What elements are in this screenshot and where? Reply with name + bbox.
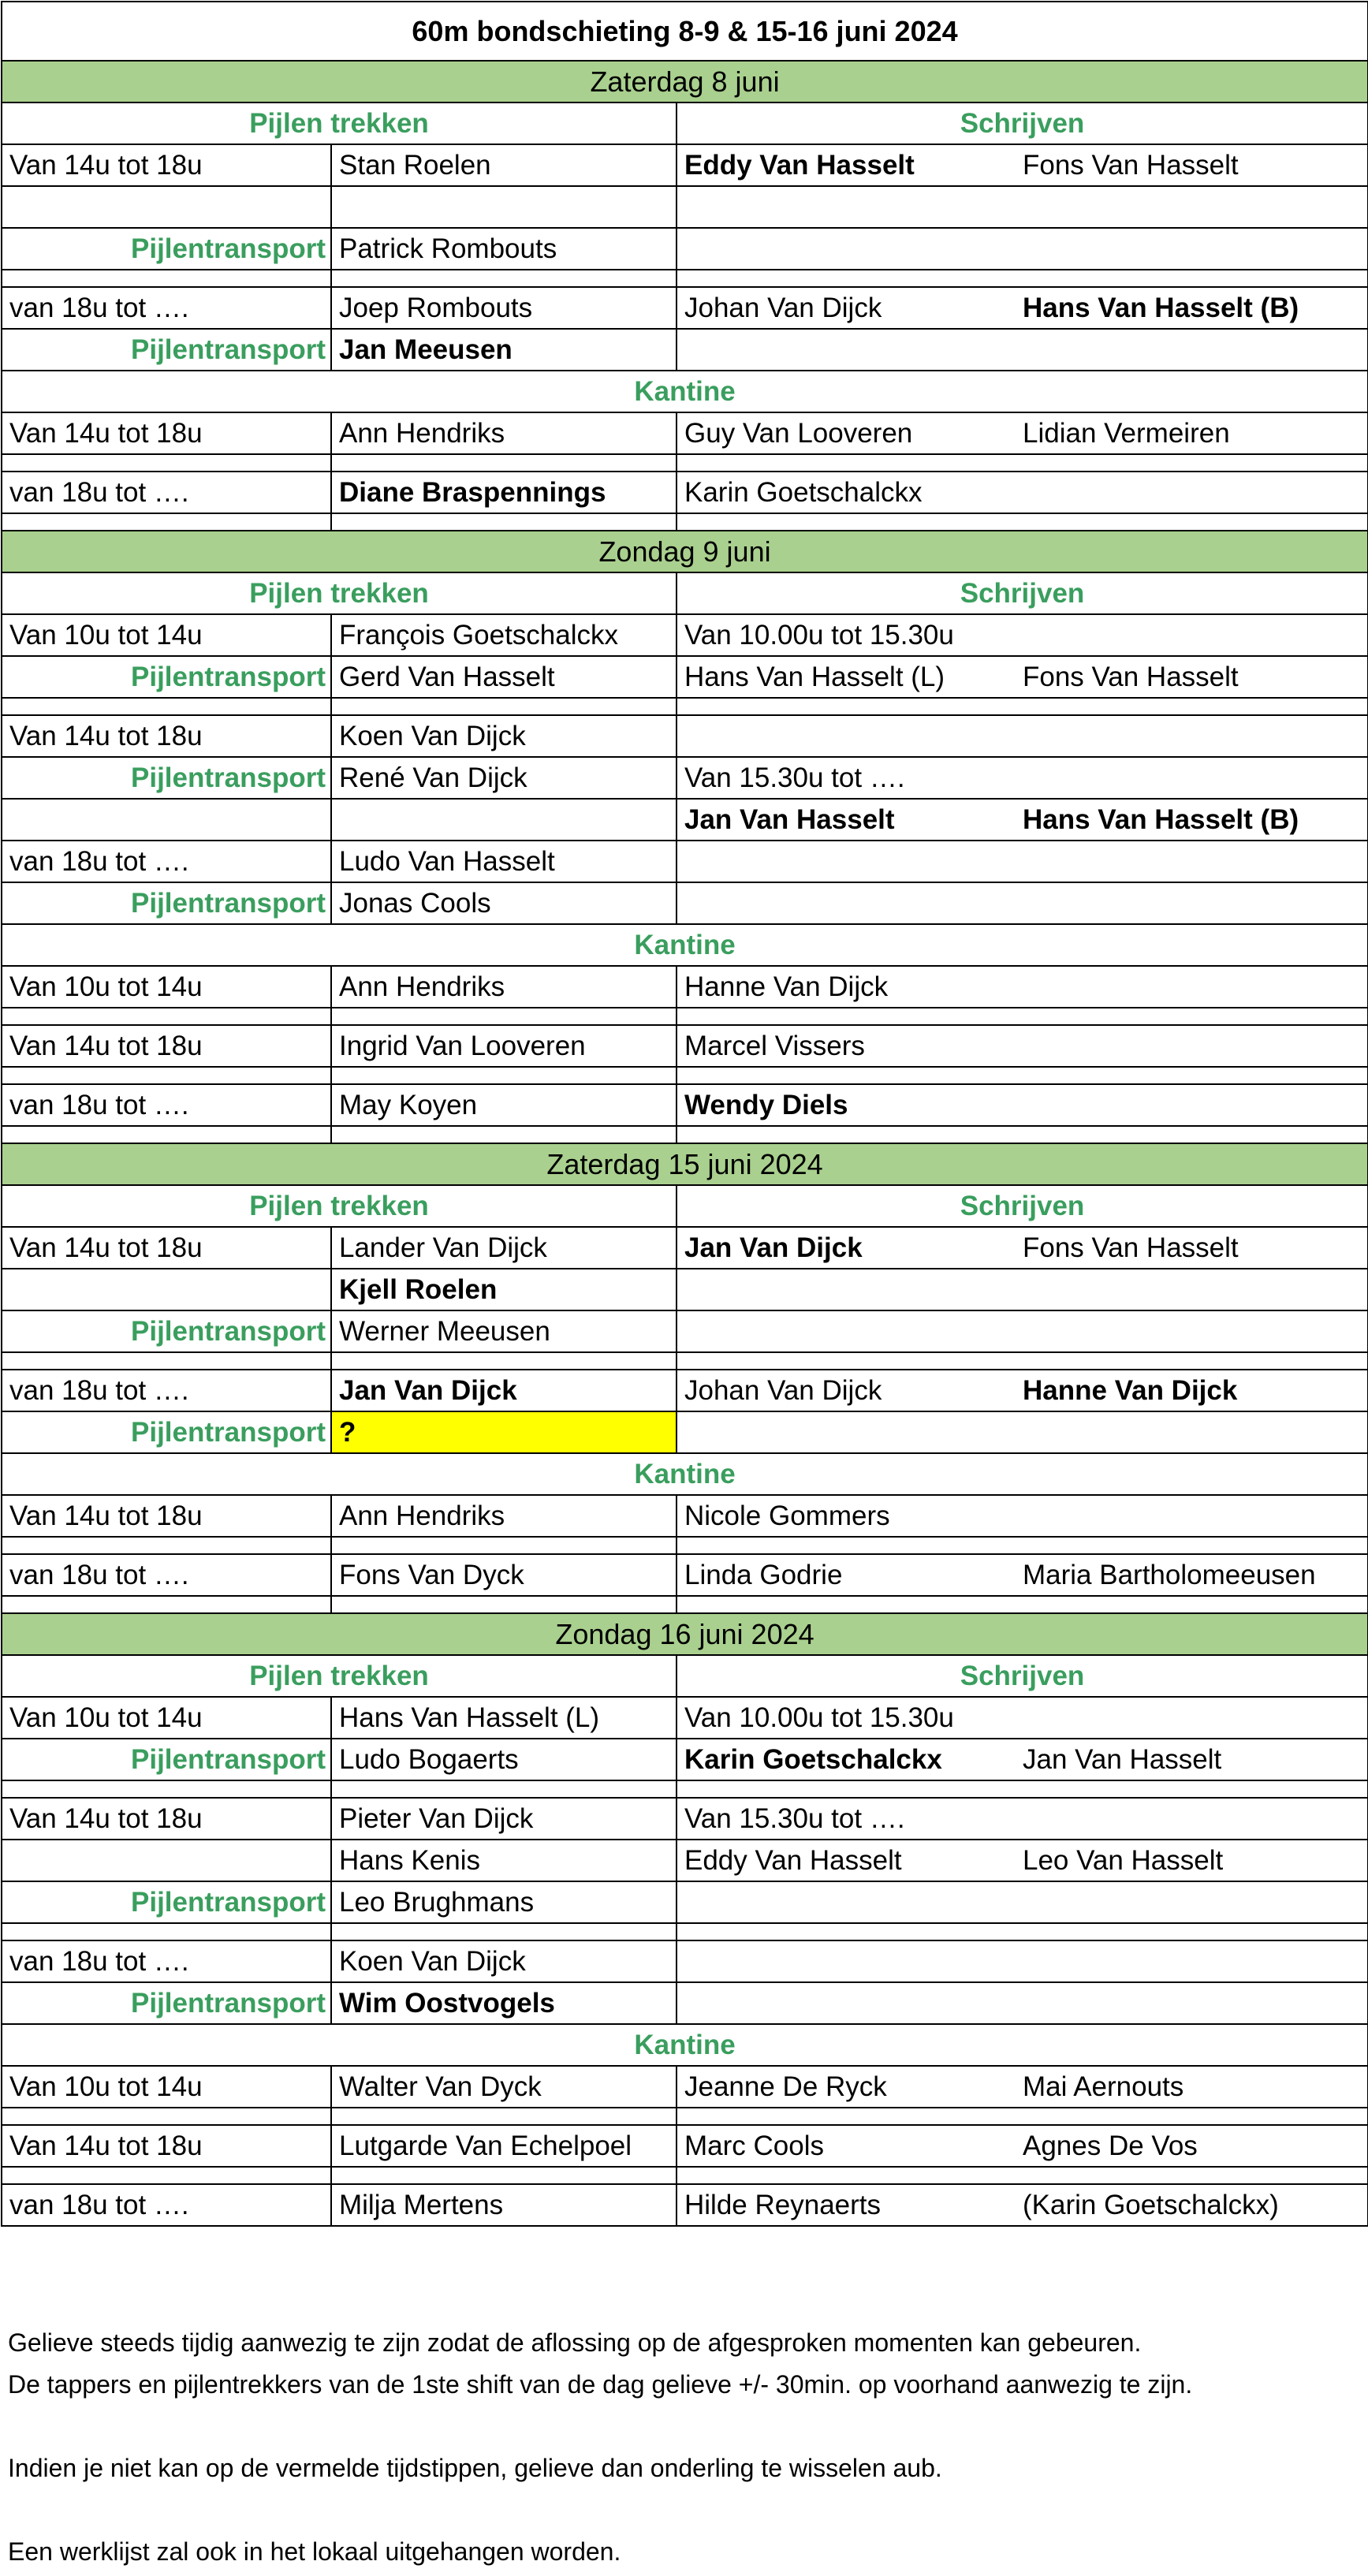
person-cell: [331, 1923, 677, 1940]
person-cell: [677, 698, 1015, 715]
section-schrijven: Schrijven: [677, 572, 1368, 614]
person-cell: [677, 715, 1015, 757]
person-cell: Johan Van Dijck: [677, 287, 1015, 329]
shift-row: [2, 1269, 1368, 1310]
person-cell: [1015, 1537, 1368, 1554]
transport-label: Pijlentransport: [2, 882, 331, 924]
person-cell: Jan Van Dijck: [677, 1227, 1015, 1269]
person-cell: Leo Van Hasselt: [1015, 1840, 1368, 1881]
person-cell: Guy Van Looveren: [677, 412, 1015, 454]
day-header-row: [2, 531, 1368, 572]
person-cell: Fons Van Hasselt: [1015, 656, 1368, 698]
person-cell: Fons Van Hasselt: [1015, 144, 1368, 186]
person-cell: [677, 1881, 1015, 1923]
person-cell: Eddy Van Hasselt: [677, 144, 1015, 186]
time-slot: Van 14u tot 18u: [2, 144, 331, 186]
person-cell: [331, 1537, 677, 1554]
shift-row: [2, 799, 1368, 841]
time-slot: [2, 1008, 331, 1025]
transport-label: Pijlentransport: [2, 228, 331, 270]
person-cell: Lutgarde Van Echelpoel: [331, 2125, 677, 2167]
note-line: Gelieve steeds tijdig aanwezig te zijn zodat de aflossing op de afgesproken momenten kan gebeuren.: [8, 2328, 1142, 2357]
note-spacer: [8, 2489, 1360, 2531]
shift-row: [2, 656, 1368, 698]
shift-row: [2, 1352, 1368, 1370]
person-cell: Lander Van Dijck: [331, 1227, 677, 1269]
shift-row: [2, 1923, 1368, 1940]
person-cell: Jan Van Dijck: [331, 1370, 677, 1411]
person-cell: [1015, 1780, 1368, 1798]
time-slot: Van 14u tot 18u: [2, 1495, 331, 1537]
time-slot: Van 14u tot 18u: [2, 412, 331, 454]
person-cell: [677, 513, 1015, 531]
person-cell: [677, 186, 1015, 228]
person-cell: [331, 270, 677, 287]
time-slot: van 18u tot ….: [2, 1370, 331, 1411]
person-cell: Eddy Van Hasselt: [677, 1840, 1015, 1881]
person-cell: Ann Hendriks: [331, 412, 677, 454]
section-kantine: Kantine: [2, 2024, 1368, 2066]
person-cell: [331, 454, 677, 472]
time-slot: [2, 454, 331, 472]
day-header: Zaterdag 8 juni: [2, 61, 1368, 103]
time-slot: [2, 1923, 331, 1940]
person-cell: Jan Van Hasselt: [1015, 1739, 1368, 1780]
person-cell: Milja Mertens: [331, 2184, 677, 2226]
person-cell: [1015, 472, 1368, 513]
time-slot: [2, 1126, 331, 1143]
person-cell: [677, 1067, 1015, 1084]
person-cell: Jan Meeusen: [331, 329, 677, 371]
transport-label: Pijlentransport: [2, 1881, 331, 1923]
kantine-row: [2, 1596, 1368, 1613]
shift-row: [2, 1798, 1368, 1840]
person-cell: [1015, 228, 1368, 270]
person-cell: Maria Bartholomeeusen: [1015, 1554, 1368, 1596]
time-slot: van 18u tot ….: [2, 841, 331, 882]
person-cell: [331, 1067, 677, 1084]
person-cell: [1015, 1923, 1368, 1940]
section-pijlen-trekken: Pijlen trekken: [2, 572, 677, 614]
person-cell: Hans Van Hasselt (B): [1015, 799, 1368, 841]
person-cell: (Karin Goetschalckx): [1015, 2184, 1368, 2226]
time-slot: Van 10u tot 14u: [2, 966, 331, 1008]
time-slot: van 18u tot ….: [2, 472, 331, 513]
note-line: Een werklijst zal ook in het lokaal uitgehangen worden.: [8, 2537, 621, 2566]
shift-row: [2, 715, 1368, 757]
person-cell: Van 10.00u tot 15.30u: [677, 614, 1015, 656]
day-header-row: [2, 61, 1368, 103]
person-cell: [331, 1596, 677, 1613]
time-slot: [2, 2108, 331, 2125]
person-cell: [677, 1923, 1015, 1940]
person-cell: [1015, 329, 1368, 371]
transport-label: Pijlentransport: [2, 757, 331, 799]
kantine-row: [2, 1554, 1368, 1596]
kantine-header-row: [2, 1453, 1368, 1495]
title-row: [2, 2, 1368, 61]
person-cell: [1015, 614, 1368, 656]
person-cell: Hanne Van Dijck: [1015, 1370, 1368, 1411]
person-cell: [331, 513, 677, 531]
person-cell: Marc Cools: [677, 2125, 1015, 2167]
kantine-row: [2, 412, 1368, 454]
shift-row: [2, 1780, 1368, 1798]
person-cell: Koen Van Dijck: [331, 1940, 677, 1982]
person-cell: [331, 799, 677, 841]
time-slot: [2, 1269, 331, 1310]
person-cell: Ludo Bogaerts: [331, 1739, 677, 1780]
person-cell: [1015, 1084, 1368, 1126]
time-slot: [2, 698, 331, 715]
person-cell: Hans Van Hasselt (B): [1015, 287, 1368, 329]
time-slot: van 18u tot ….: [2, 1940, 331, 1982]
person-cell: [1015, 1411, 1368, 1453]
person-cell: Agnes De Vos: [1015, 2125, 1368, 2167]
person-cell: [677, 2167, 1015, 2184]
person-cell: [1015, 841, 1368, 882]
person-cell: [1015, 1881, 1368, 1923]
time-slot: [2, 799, 331, 841]
person-cell: [1015, 2108, 1368, 2125]
person-cell: Joep Rombouts: [331, 287, 677, 329]
shift-row: [2, 882, 1368, 924]
kantine-row: [2, 2167, 1368, 2184]
person-cell: Fons Van Hasselt: [1015, 1227, 1368, 1269]
time-slot: [2, 1596, 331, 1613]
person-cell: Diane Braspennings: [331, 472, 677, 513]
kantine-row: [2, 472, 1368, 513]
person-cell: Koen Van Dijck: [331, 715, 677, 757]
person-cell: Werner Meeusen: [331, 1310, 677, 1352]
person-cell: [1015, 1310, 1368, 1352]
shift-row: [2, 1840, 1368, 1881]
person-cell: Nicole Gommers: [677, 1495, 1015, 1537]
section-schrijven: Schrijven: [677, 1655, 1368, 1697]
kantine-row: [2, 454, 1368, 472]
person-cell: Hans Van Hasselt (L): [677, 656, 1015, 698]
time-slot: Van 14u tot 18u: [2, 1227, 331, 1269]
shift-row: [2, 186, 1368, 228]
person-cell: Wendy Diels: [677, 1084, 1015, 1126]
person-cell: Gerd Van Hasselt: [331, 656, 677, 698]
person-cell: Karin Goetschalckx: [677, 1739, 1015, 1780]
person-cell: Van 15.30u tot ….: [677, 757, 1015, 799]
shift-row: [2, 1370, 1368, 1411]
day-header: Zondag 16 juni 2024: [2, 1613, 1368, 1655]
person-cell: [331, 1008, 677, 1025]
person-cell: [677, 1310, 1015, 1352]
person-cell: [677, 882, 1015, 924]
kantine-row: [2, 2066, 1368, 2108]
kantine-row: [2, 513, 1368, 531]
person-cell: [1015, 1025, 1368, 1067]
person-cell: [677, 1269, 1015, 1310]
person-cell: [677, 1411, 1015, 1453]
schedule-body: [2, 2, 1368, 2226]
shift-row: [2, 270, 1368, 287]
person-cell: Wim Oostvogels: [331, 1982, 677, 2024]
time-slot: Van 14u tot 18u: [2, 2125, 331, 2167]
section-header-row: [2, 1185, 1368, 1227]
transport-label: Pijlentransport: [2, 1411, 331, 1453]
kantine-row: [2, 2125, 1368, 2167]
transport-label: Pijlentransport: [2, 1982, 331, 2024]
person-cell: [331, 2167, 677, 2184]
person-cell: [1015, 454, 1368, 472]
shift-row: [2, 614, 1368, 656]
person-cell: Hanne Van Dijck: [677, 966, 1015, 1008]
person-cell: Karin Goetschalckx: [677, 472, 1015, 513]
person-cell: Jeanne De Ryck: [677, 2066, 1015, 2108]
person-cell: Hans Kenis: [331, 1840, 677, 1881]
person-cell: [1015, 698, 1368, 715]
kantine-row: [2, 1025, 1368, 1067]
time-slot: [2, 270, 331, 287]
person-cell: [331, 1126, 677, 1143]
person-cell: Walter Van Dyck: [331, 2066, 677, 2108]
person-cell: [677, 454, 1015, 472]
person-cell: [331, 1352, 677, 1370]
person-cell: [677, 228, 1015, 270]
person-cell: [1015, 1596, 1368, 1613]
person-cell: Patrick Rombouts: [331, 228, 677, 270]
person-cell: [677, 1352, 1015, 1370]
person-cell: [1015, 715, 1368, 757]
kantine-row: [2, 1537, 1368, 1554]
kantine-header-row: [2, 2024, 1368, 2066]
open-slot-cell: ?: [331, 1411, 677, 1453]
shift-row: [2, 1411, 1368, 1453]
person-cell: Kjell Roelen: [331, 1269, 677, 1310]
person-cell: Ingrid Van Looveren: [331, 1025, 677, 1067]
person-cell: [677, 1982, 1015, 2024]
person-cell: Van 15.30u tot ….: [677, 1798, 1015, 1840]
transport-label: Pijlentransport: [2, 656, 331, 698]
shift-row: [2, 1697, 1368, 1739]
person-cell: René Van Dijck: [331, 757, 677, 799]
person-cell: [1015, 1982, 1368, 2024]
person-cell: [677, 2108, 1015, 2125]
shift-row: [2, 329, 1368, 371]
section-kantine: Kantine: [2, 924, 1368, 966]
person-cell: [677, 1596, 1015, 1613]
person-cell: [1015, 513, 1368, 531]
kantine-header-row: [2, 371, 1368, 412]
shift-row: [2, 1982, 1368, 2024]
person-cell: [331, 1780, 677, 1798]
kantine-row: [2, 1067, 1368, 1084]
person-cell: [1015, 966, 1368, 1008]
person-cell: [1015, 1269, 1368, 1310]
shift-row: [2, 228, 1368, 270]
person-cell: [677, 270, 1015, 287]
time-slot: Van 10u tot 14u: [2, 2066, 331, 2108]
person-cell: [1015, 1008, 1368, 1025]
shift-row: [2, 1739, 1368, 1780]
person-cell: May Koyen: [331, 1084, 677, 1126]
section-header-row: [2, 103, 1368, 144]
person-cell: [1015, 1067, 1368, 1084]
person-cell: [1015, 882, 1368, 924]
shift-row: [2, 1310, 1368, 1352]
time-slot: Van 10u tot 14u: [2, 1697, 331, 1739]
person-cell: Marcel Vissers: [677, 1025, 1015, 1067]
person-cell: Pieter Van Dijck: [331, 1798, 677, 1840]
shift-row: [2, 698, 1368, 715]
schedule-table: [1, 1, 1368, 2227]
time-slot: van 18u tot ….: [2, 2184, 331, 2226]
person-cell: Mai Aernouts: [1015, 2066, 1368, 2108]
time-slot: Van 14u tot 18u: [2, 1798, 331, 1840]
person-cell: [1015, 186, 1368, 228]
person-cell: [1015, 1697, 1368, 1739]
kantine-row: [2, 2108, 1368, 2125]
person-cell: [677, 1537, 1015, 1554]
person-cell: [1015, 2167, 1368, 2184]
shift-row: [2, 757, 1368, 799]
note-spacer: [8, 2406, 1360, 2447]
kantine-row: [2, 1084, 1368, 1126]
section-pijlen-trekken: Pijlen trekken: [2, 103, 677, 144]
person-cell: [1015, 1126, 1368, 1143]
person-cell: Ann Hendriks: [331, 1495, 677, 1537]
person-cell: [1015, 1940, 1368, 1982]
kantine-header-row: [2, 924, 1368, 966]
transport-label: Pijlentransport: [2, 329, 331, 371]
person-cell: Ludo Van Hasselt: [331, 841, 677, 882]
person-cell: Lidian Vermeiren: [1015, 412, 1368, 454]
kantine-row: [2, 2184, 1368, 2226]
shift-row: [2, 144, 1368, 186]
time-slot: van 18u tot ….: [2, 1084, 331, 1126]
shift-row: [2, 841, 1368, 882]
day-header-row: [2, 1143, 1368, 1185]
person-cell: Hans Van Hasselt (L): [331, 1697, 677, 1739]
person-cell: [677, 1126, 1015, 1143]
time-slot: [2, 1840, 331, 1881]
kantine-row: [2, 1008, 1368, 1025]
section-kantine: Kantine: [2, 371, 1368, 412]
transport-label: Pijlentransport: [2, 1739, 331, 1780]
note-line: Indien je niet kan op de vermelde tijdstippen, gelieve dan onderling te wisselen aub.: [8, 2454, 942, 2482]
person-cell: [331, 698, 677, 715]
time-slot: Van 14u tot 18u: [2, 1025, 331, 1067]
note-line: De tappers en pijlentrekkers van de 1ste shift van de dag gelieve +/- 30min. op voorhand aanwezig te zijn.: [8, 2370, 1193, 2399]
kantine-row: [2, 966, 1368, 1008]
person-cell: [1015, 1352, 1368, 1370]
person-cell: [677, 841, 1015, 882]
person-cell: Johan Van Dijck: [677, 1370, 1015, 1411]
kantine-row: [2, 1495, 1368, 1537]
section-schrijven: Schrijven: [677, 1185, 1368, 1227]
person-cell: [1015, 1798, 1368, 1840]
time-slot: van 18u tot ….: [2, 1554, 331, 1596]
transport-label: Pijlentransport: [2, 1310, 331, 1352]
kantine-row: [2, 1126, 1368, 1143]
person-cell: [1015, 1495, 1368, 1537]
person-cell: Linda Godrie: [677, 1554, 1015, 1596]
footer-notes: [8, 2322, 1360, 2573]
person-cell: Jonas Cools: [331, 882, 677, 924]
time-slot: [2, 1780, 331, 1798]
time-slot: [2, 186, 331, 228]
person-cell: Hilde Reynaerts: [677, 2184, 1015, 2226]
time-slot: van 18u tot ….: [2, 287, 331, 329]
time-slot: Van 10u tot 14u: [2, 614, 331, 656]
person-cell: [677, 329, 1015, 371]
person-cell: Jan Van Hasselt: [677, 799, 1015, 841]
shift-row: [2, 1227, 1368, 1269]
day-header: Zondag 9 juni: [2, 531, 1368, 572]
section-pijlen-trekken: Pijlen trekken: [2, 1185, 677, 1227]
section-header-row: [2, 572, 1368, 614]
section-pijlen-trekken: Pijlen trekken: [2, 1655, 677, 1697]
page-title: 60m bondschieting 8-9 & 15-16 juni 2024: [2, 2, 1368, 61]
person-cell: [331, 2108, 677, 2125]
person-cell: [677, 1008, 1015, 1025]
person-cell: Leo Brughmans: [331, 1881, 677, 1923]
shift-row: [2, 1881, 1368, 1923]
time-slot: [2, 1352, 331, 1370]
person-cell: François Goetschalckx: [331, 614, 677, 656]
person-cell: [677, 1940, 1015, 1982]
person-cell: Fons Van Dyck: [331, 1554, 677, 1596]
shift-row: [2, 287, 1368, 329]
person-cell: Van 10.00u tot 15.30u: [677, 1697, 1015, 1739]
person-cell: Ann Hendriks: [331, 966, 677, 1008]
section-header-row: [2, 1655, 1368, 1697]
time-slot: Van 14u tot 18u: [2, 715, 331, 757]
person-cell: [1015, 270, 1368, 287]
day-header-row: [2, 1613, 1368, 1655]
time-slot: [2, 1067, 331, 1084]
time-slot: [2, 1537, 331, 1554]
person-cell: [331, 186, 677, 228]
day-header: Zaterdag 15 juni 2024: [2, 1143, 1368, 1185]
time-slot: [2, 513, 331, 531]
shift-row: [2, 1940, 1368, 1982]
section-kantine: Kantine: [2, 1453, 1368, 1495]
time-slot: [2, 2167, 331, 2184]
person-cell: Stan Roelen: [331, 144, 677, 186]
person-cell: [1015, 757, 1368, 799]
section-schrijven: Schrijven: [677, 103, 1368, 144]
person-cell: [677, 1780, 1015, 1798]
